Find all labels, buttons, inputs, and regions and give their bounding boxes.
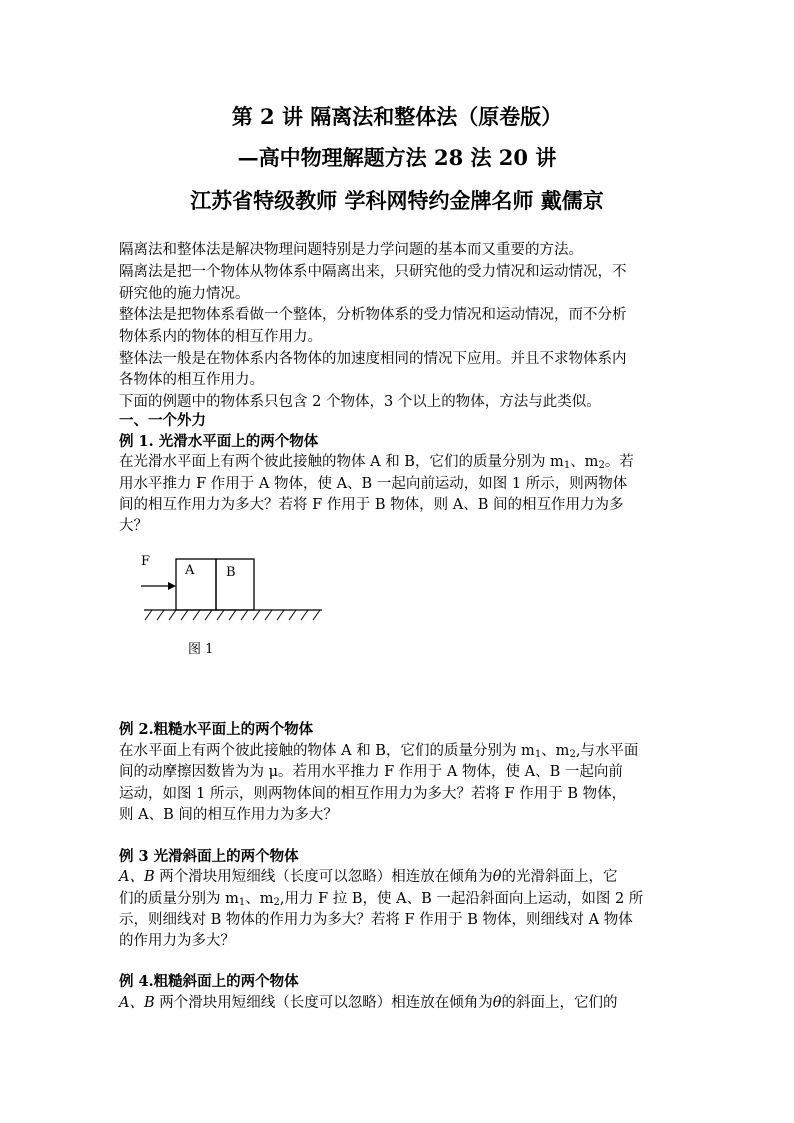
- example-4-line: A、B 两个滑块用短细线（长度可以忽略）相连放在倾角为θ的斜面上，它们的: [119, 995, 618, 1011]
- intro-line: 各物体的相互作用力。: [119, 372, 264, 388]
- lecture-title: 第 2 讲 隔离法和整体法（原卷版）: [231, 104, 563, 129]
- force-label: F: [141, 554, 151, 569]
- block-b-label: B: [226, 565, 236, 580]
- example-3-line: 示，则细线对 B 物体的作用力为多大？若将 F 作用于 B 物体，则细线对 A 物体: [119, 912, 633, 928]
- example-3-line: 们的质量分别为 $m_1$、$m_2$,用力 F 拉 B，使 A、B 一起沿斜面向上运动，如图 2 所: [119, 891, 644, 908]
- block-a-label: A: [185, 563, 195, 578]
- example-2-line: 在水平面上有两个彼此接触的物体 A 和 B，它们的质量分别为 $m_1$、$m_2$,与水平面: [119, 743, 639, 760]
- intro-line: 研究他的施力情况。: [119, 286, 250, 302]
- example-1-line: 大？: [119, 518, 148, 534]
- example-2-title: 例 2.粗糙水平面上的两个物体: [119, 721, 314, 738]
- example-2-line: 间的动摩擦因数皆为为 μ。若用水平推力 F 作用于 A 物体，使 A、B 一起向前: [119, 764, 623, 780]
- intro-line: 隔离法是把一个物体从物体系中隔离出来，只研究他的受力情况和运动情况，不: [119, 264, 627, 280]
- intro-line: 整体法一般是在物体系内各物体的加速度相同的情况下应用。并且不求物体系内: [119, 351, 627, 367]
- example-1-line: 在光滑水平面上有两个彼此接触的物体 A 和 B，它们的质量分别为 $m_1$、$m_2$。若: [119, 454, 634, 471]
- intro-line: 物体系内的物体的相互作用力。: [119, 329, 322, 345]
- ground: [144, 610, 322, 620]
- intro-line: 下面的例题中的物体系只包含 2 个物体，3 个以上的物体，方法与此类似。: [119, 394, 601, 410]
- block-b: [216, 559, 254, 610]
- example-3-title: 例 3 光滑斜面上的两个物体: [119, 848, 299, 865]
- example-4-title: 例 4.粗糙斜面上的两个物体: [119, 973, 299, 990]
- force-arrow: [141, 582, 176, 590]
- lecture-author: 江苏省特级教师 学科网特约金牌名师 戴儒京: [190, 188, 604, 213]
- example-2-line: 运动，如图 1 所示，则两物体间的相互作用力为多大？若将 F 作用于 B 物体，: [119, 786, 627, 802]
- example-3-line: 的作用力为多大？: [119, 933, 235, 949]
- intro-line: 整体法是把物体系看做一个整体，分析物体系的受力情况和运动情况，而不分析: [119, 307, 627, 323]
- example-2-line: 则 A、B 间的相互作用力为多大？: [119, 807, 338, 823]
- example-1-line: 间的相互作用力为多大？若将 F 作用于 B 物体，则 A、B 间的相互作用力为多: [119, 497, 624, 513]
- example-3-line: A、B 两个滑块用短细线（长度可以忽略）相连放在倾角为θ的光滑斜面上，它: [119, 869, 618, 885]
- section-heading: 一、一个外力: [119, 412, 206, 429]
- intro-line: 隔离法和整体法是解决物理问题特别是力学问题的基本而又重要的方法。: [119, 242, 583, 258]
- lecture-subtitle: —高中物理解题方法 28 法 20 讲: [237, 145, 557, 170]
- figure-caption: 图 1: [188, 642, 214, 657]
- example-1-title: 例 1. 光滑水平面上的两个物体: [119, 433, 319, 450]
- block-a: [176, 559, 216, 610]
- example-1-line: 用水平推力 F 作用于 A 物体，使 A、B 一起向前运动，如图 1 所示，则两物体: [119, 476, 628, 492]
